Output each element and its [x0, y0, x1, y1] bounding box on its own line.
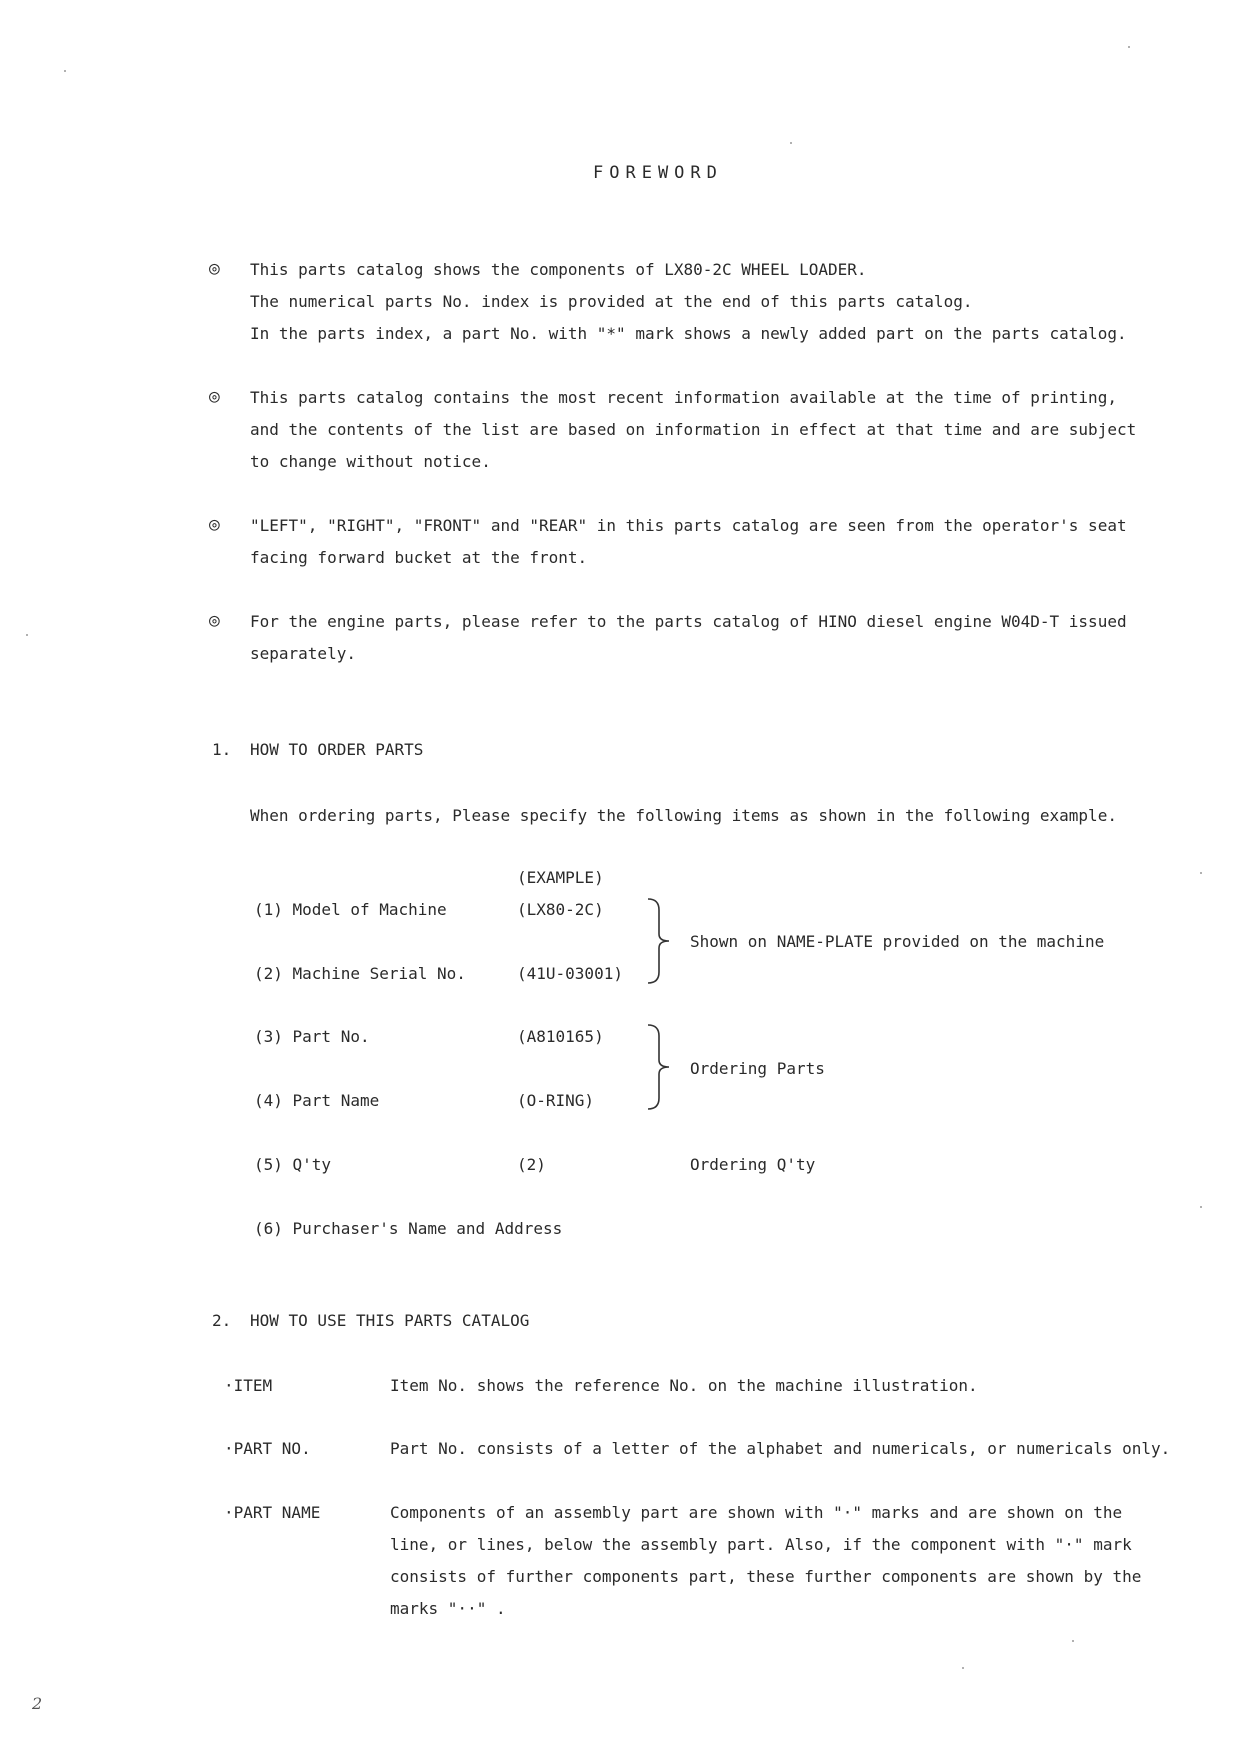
paragraph-1-line-3: In the parts index, a part No. with "*" mark shows a newly added part on the parts catalog.	[250, 324, 1127, 343]
paragraph-1-line-2: The numerical parts No. index is provided at the end of this parts catalog.	[250, 292, 973, 311]
order-item-label: (2) Machine Serial No.	[254, 964, 466, 983]
bullet-icon: ◎	[209, 610, 220, 631]
page-title: FOREWORD	[593, 163, 723, 183]
paragraph-2-line-2: and the contents of the list are based on information in effect at that time and are subject	[250, 420, 1137, 439]
scan-speck	[26, 634, 28, 636]
order-item-example: (LX80-2C)	[517, 900, 604, 919]
scan-speck	[1072, 1640, 1074, 1642]
term-description: Components of an assembly part are shown with "·" marks and are shown on the	[390, 1503, 1123, 1522]
example-header: (EXAMPLE)	[517, 868, 604, 887]
section-1-intro: When ordering parts, Please specify the following items as shown in the following example.	[250, 806, 1117, 825]
term-description: marks "··" .	[390, 1599, 506, 1618]
term-label: ·PART NO.	[224, 1439, 311, 1458]
term-description: Item No. shows the reference No. on the machine illustration.	[390, 1376, 978, 1395]
order-item-example: (A810165)	[517, 1027, 604, 1046]
order-item-example: (2)	[517, 1155, 546, 1174]
page-number: 2	[32, 1694, 43, 1713]
order-item-label: (6) Purchaser's Name and Address	[254, 1219, 563, 1238]
scan-speck	[1200, 1206, 1202, 1208]
bullet-icon: ◎	[209, 386, 220, 407]
term-label: ·PART NAME	[224, 1503, 321, 1522]
brace-icon	[645, 1022, 675, 1112]
term-description: consists of further components part, these further components are shown by the	[390, 1567, 1142, 1586]
order-item-label: (5) Q'ty	[254, 1155, 332, 1174]
bullet-icon: ◎	[209, 514, 220, 535]
paragraph-3-line-1: "LEFT", "RIGHT", "FRONT" and "REAR" in this parts catalog are seen from the operator's seat	[250, 516, 1127, 535]
paragraph-3-line-2: facing forward bucket at the front.	[250, 548, 588, 567]
bullet-icon: ◎	[209, 258, 220, 279]
group-note: Ordering Parts	[690, 1059, 825, 1078]
section-2-heading: HOW TO USE THIS PARTS CATALOG	[250, 1311, 530, 1330]
paragraph-4-line-2: separately.	[250, 644, 356, 663]
scan-speck	[962, 1667, 964, 1669]
order-item-example: (O-RING)	[517, 1091, 595, 1110]
scan-speck	[790, 142, 792, 144]
section-1-heading: HOW TO ORDER PARTS	[250, 740, 424, 759]
order-item-example: (41U-03001)	[517, 964, 623, 983]
scan-speck	[1128, 46, 1130, 48]
brace-icon	[645, 896, 675, 986]
group-note: Shown on NAME-PLATE provided on the machine	[690, 932, 1105, 951]
order-item-label: (4) Part Name	[254, 1091, 380, 1110]
scan-speck	[64, 70, 66, 72]
term-label: ·ITEM	[224, 1376, 273, 1395]
order-item-label: (1) Model of Machine	[254, 900, 447, 919]
term-description: line, or lines, below the assembly part. Also, if the component with "·" mark	[390, 1535, 1132, 1554]
paragraph-2-line-3: to change without notice.	[250, 452, 491, 471]
term-description: Part No. consists of a letter of the alphabet and numericals, or numericals only.	[390, 1439, 1171, 1458]
section-1-number: 1.	[212, 740, 232, 759]
paragraph-2-line-1: This parts catalog contains the most recent information available at the time of printing,	[250, 388, 1117, 407]
paragraph-1-line-1: This parts catalog shows the components of LX80-2C WHEEL LOADER.	[250, 260, 867, 279]
scan-speck	[1200, 872, 1202, 874]
group-note: Ordering Q'ty	[690, 1155, 816, 1174]
section-2-number: 2.	[212, 1311, 232, 1330]
order-item-label: (3) Part No.	[254, 1027, 370, 1046]
paragraph-4-line-1: For the engine parts, please refer to the parts catalog of HINO diesel engine W04D-T issued	[250, 612, 1127, 631]
